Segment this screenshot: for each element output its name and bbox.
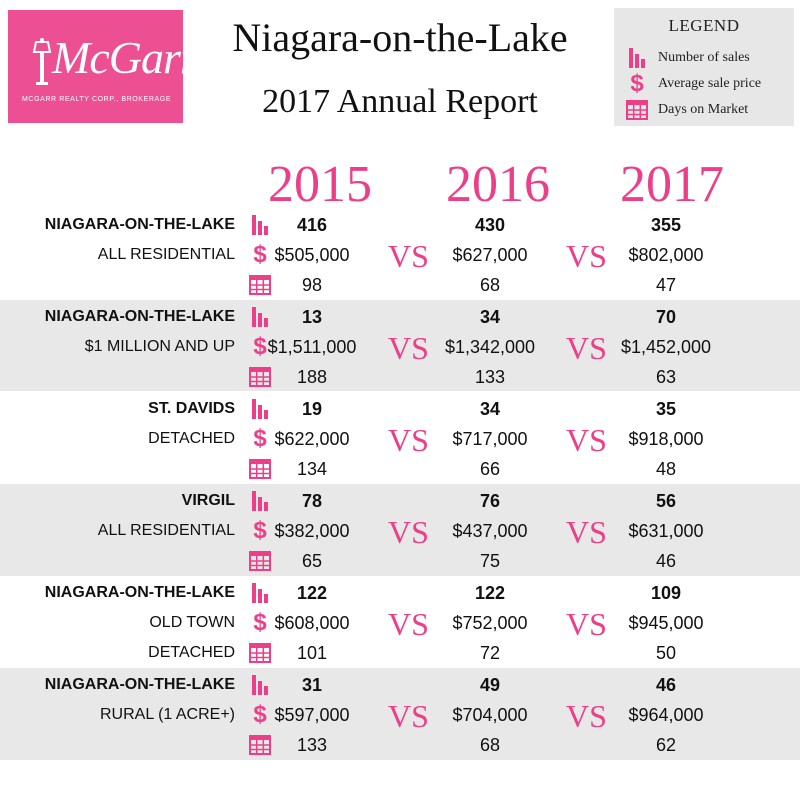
legend-item-sales (624, 46, 750, 70)
avg-price: $964,000 (628, 705, 704, 725)
bar-chart-icon (624, 48, 650, 68)
mcgarr-logo (8, 10, 197, 123)
vs-label: VS (566, 606, 607, 642)
avg-price: $597,000 (274, 705, 350, 725)
dollar-icon: $ (630, 70, 644, 97)
sales-count: 34 (479, 307, 501, 327)
year-header-2017: 2017 (620, 156, 724, 213)
vs-label: VS (388, 422, 429, 458)
sales-count: 122 (474, 583, 506, 603)
lamp-post-icon (30, 38, 54, 86)
legend-item-dom (624, 98, 748, 122)
legend (614, 8, 794, 126)
legend-label: Days on Market (658, 102, 749, 117)
vs-label: VS (388, 698, 429, 734)
avg-price: $704,000 (452, 705, 528, 725)
days-on-market: 66 (479, 459, 501, 479)
days-on-market: 62 (655, 735, 677, 755)
sales-count: 70 (655, 307, 677, 327)
dollar-icon: $ (253, 333, 267, 360)
days-on-market: 68 (479, 275, 501, 295)
sales-count: 355 (650, 215, 682, 235)
sales-count: 31 (301, 675, 323, 695)
days-on-market: 47 (655, 275, 677, 295)
avg-price: $1,342,000 (444, 337, 536, 357)
days-on-market: 48 (655, 459, 677, 479)
avg-price: $382,000 (274, 521, 350, 541)
avg-price: $505,000 (274, 245, 350, 265)
calendar-icon (624, 100, 650, 120)
days-on-market: 50 (655, 643, 677, 663)
vs-label: VS (566, 514, 607, 550)
dollar-icon: $ (253, 701, 267, 728)
sales-count: 78 (301, 491, 323, 511)
avg-price: $1,452,000 (620, 337, 712, 357)
avg-price: $802,000 (628, 245, 704, 265)
sales-count: 430 (474, 215, 506, 235)
days-on-market: 72 (479, 643, 501, 663)
vs-label: VS (566, 422, 607, 458)
sales-count: 19 (301, 399, 323, 419)
sales-count: 34 (479, 399, 501, 419)
sales-count: 122 (296, 583, 328, 603)
avg-price: $717,000 (452, 429, 528, 449)
days-on-market: 133 (474, 367, 506, 387)
page-subtitle: 2017 Annual Report (262, 83, 538, 120)
days-on-market: 188 (296, 367, 328, 387)
page-title: Niagara-on-the-Lake (232, 15, 568, 60)
sales-count: 109 (650, 583, 682, 603)
logo-brand: McGarr (52, 32, 197, 83)
legend-item-price (624, 72, 761, 96)
area-name: NIAGARA-ON-THE-LAKE (44, 308, 235, 325)
days-on-market: 63 (655, 367, 677, 387)
days-on-market: 46 (655, 551, 677, 571)
vs-label: VS (388, 238, 429, 274)
avg-price: $622,000 (274, 429, 350, 449)
year-header-2016: 2016 (446, 156, 550, 213)
sales-count: 416 (296, 215, 328, 235)
days-on-market: 134 (296, 459, 328, 479)
days-on-market: 101 (296, 643, 328, 663)
area-subtitle: $1 MILLION AND UP (84, 338, 235, 355)
sales-count: 13 (301, 307, 323, 327)
days-on-market: 75 (479, 551, 501, 571)
avg-price: $918,000 (628, 429, 704, 449)
sales-count: 76 (479, 491, 501, 511)
area-name: ST. DAVIDS (148, 400, 235, 417)
legend-label: Average sale price (658, 76, 762, 91)
avg-price: $608,000 (274, 613, 350, 633)
sales-count: 49 (479, 675, 501, 695)
legend-label: Number of sales (658, 50, 750, 65)
area-subtitle: ALL RESIDENTIAL (97, 522, 235, 539)
area-name: VIRGIL (181, 492, 235, 509)
area-subtitle: DETACHED (148, 644, 235, 661)
dollar-icon: $ (253, 241, 267, 268)
area-subtitle: RURAL (1 ACRE+) (100, 706, 235, 723)
vs-label: VS (388, 514, 429, 550)
avg-price: $631,000 (628, 521, 704, 541)
avg-price: $1,511,000 (267, 337, 357, 357)
vs-label: VS (566, 330, 607, 366)
vs-label: VS (388, 606, 429, 642)
sales-count: 35 (655, 399, 677, 419)
avg-price: $752,000 (452, 613, 528, 633)
area-subtitle: OLD TOWN (149, 614, 235, 631)
vs-label: VS (566, 238, 607, 274)
area-subtitle: ALL RESIDENTIAL (97, 246, 235, 263)
dollar-icon: $ (253, 609, 267, 636)
days-on-market: 65 (301, 551, 323, 571)
logo-tagline: MCGARR REALTY CORP., BROKERAGE (22, 96, 172, 103)
legend-title: LEGEND (668, 16, 740, 35)
vs-label: VS (566, 698, 607, 734)
dollar-icon: $ (253, 425, 267, 452)
days-on-market: 98 (301, 275, 323, 295)
avg-price: $945,000 (628, 613, 704, 633)
vs-label: VS (388, 330, 429, 366)
avg-price: $627,000 (452, 245, 528, 265)
days-on-market: 133 (296, 735, 328, 755)
area-name: NIAGARA-ON-THE-LAKE (44, 584, 235, 601)
area-subtitle: DETACHED (148, 430, 235, 447)
sales-count: 46 (655, 675, 677, 695)
avg-price: $437,000 (452, 521, 528, 541)
dollar-icon: $ (253, 517, 267, 544)
area-name: NIAGARA-ON-THE-LAKE (44, 676, 235, 693)
days-on-market: 68 (479, 735, 501, 755)
year-header-2015: 2015 (268, 156, 372, 213)
sales-count: 56 (655, 491, 677, 511)
area-name: NIAGARA-ON-THE-LAKE (44, 216, 235, 233)
